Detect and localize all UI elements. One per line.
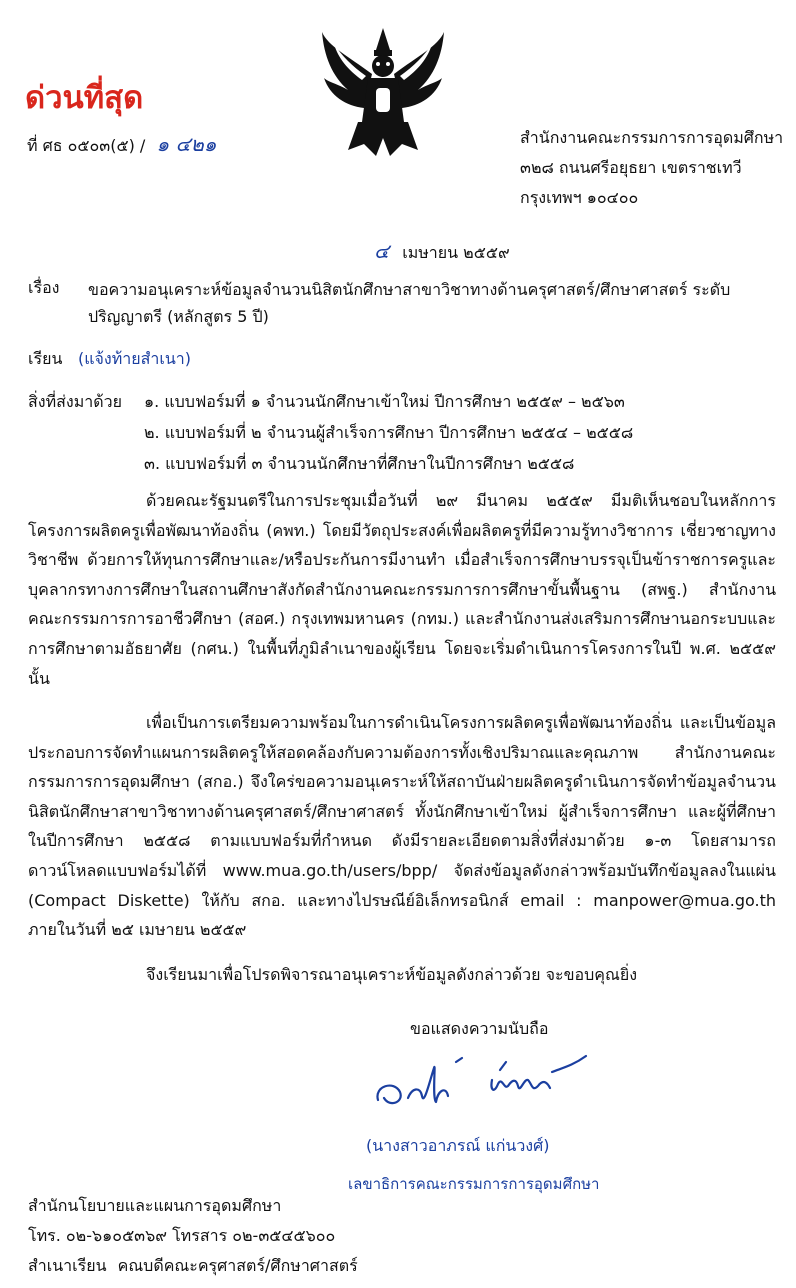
subject-label: เรื่อง bbox=[28, 278, 60, 297]
date-month-year: เมษายน ๒๕๕๙ bbox=[402, 243, 510, 262]
sender-address-line-3: กรุงเทพฯ ๑๐๔๐๐ bbox=[520, 188, 639, 207]
enclosures-label: สิ่งที่ส่งมาด้วย bbox=[28, 392, 122, 411]
urgency-label: ด่วนที่สุด bbox=[25, 80, 144, 116]
footer-cc bbox=[28, 1254, 358, 1279]
handwritten-signature bbox=[372, 1050, 592, 1130]
date-day-handwritten: ๔ bbox=[374, 239, 390, 263]
signature-closing: ขอแสดงความนับถือ bbox=[410, 1019, 549, 1038]
footer-office: สำนักนโยบายและแผนการอุดมศึกษา bbox=[28, 1196, 282, 1215]
cc-value: คณบดีคณะครุศาสตร์/ศึกษาศาสตร์ bbox=[117, 1256, 358, 1275]
cc-label: สำเนาเรียน bbox=[28, 1256, 107, 1275]
body-paragraph-3-text: จึงเรียนมาเพื่อโปรดพิจารณาอนุเคราะห์ข้อมูลดังกล่าวด้วย จะขอบคุณยิ่ง bbox=[146, 965, 638, 984]
letter-date bbox=[374, 235, 510, 267]
body-paragraph-1-text: ด้วยคณะรัฐมนตรีในการประชุมเมื่อวันที่ ๒๙ มีนาคม ๒๕๕๙ มีมติเห็นชอบในหลักการโครงการผลิตครูเพื่อพัฒนาท้องถิ่น (คพท.) โดยมีวัตถุประสงค์เพื่อผลิตครูที่มีความรู้ทางวิชาการ เชี่ยวชาญทางวิชาชีพ ด้วยการให้ทุนการศึกษาและ/หรือประกันการมีงานทำ เมื่อสำเร็จการศึกษาบรรจุเป็นข้าราชการครูและบุคลากรทางการศึกษาในสถานศึกษาสังกัดสำนักงานคณะกรรมการการศึกษาขั้นพื้นฐาน (สพฐ.) สำนักงานคณะกรรมการการอาชีวศึกษา (สอศ.) กรุงเทพมหานคร (กทม.) และสำนักงานส่งเสริมการศึกษานอกระบบและการศึกษาตามอัธยาศัย (กศน.) ในพื้นที่ภูมิลำเนาของผู้เรียน โดยจะเริ่มดำเนินการโครงการในปี พ.ศ. ๒๕๕๙ นั้น bbox=[28, 491, 776, 688]
body-paragraph-2 bbox=[28, 708, 776, 945]
signatory-position: เลขาธิการคณะกรรมการการอุดมศึกษา bbox=[348, 1175, 600, 1193]
subject-text: ขอความอนุเคราะห์ข้อมูลจำนวนนิสิตนักศึกษาสาขาวิชาทางด้านครุศาสตร์/ศึกษาศาสตร์ ระดับปริญญาตรี (หลักสูตร 5 ปี) bbox=[88, 280, 731, 326]
garuda-emblem-icon bbox=[318, 26, 448, 162]
sender-address-line-1: สำนักงานคณะกรรมการการอุดมศึกษา bbox=[520, 128, 784, 147]
sender-address-line-2: ๓๒๘ ถนนศรีอยุธยา เขตราชเทวี bbox=[520, 158, 742, 177]
recipient-label: เรียน bbox=[28, 349, 63, 368]
reference-handwritten-number: ๑ ๔๒๑ bbox=[156, 132, 217, 156]
body-paragraph-3 bbox=[28, 960, 776, 990]
enclosure-item: ๒. แบบฟอร์มที่ ๒ จำนวนผู้สำเร็จการศึกษา ปีการศึกษา ๒๕๕๔ – ๒๕๕๘ bbox=[144, 423, 634, 442]
body-paragraph-2-text: เพื่อเป็นการเตรียมความพร้อมในการดำเนินโครงการผลิตครูเพื่อพัฒนาท้องถิ่น และเป็นข้อมูลประกอบการจัดทำแผนการผลิตครูให้สอดคล้องกับความต้องการทั้งเชิงปริมาณและคุณภาพ สำนักงานคณะกรรมการการอุดมศึกษา (สกอ.) จึงใคร่ขอความอนุเคราะห์ให้สถาบันฝ่ายผลิตครูดำเนินการจัดทำข้อมูลจำนวนนิสิตนักศึกษาสาขาวิชาทางด้านครุศาสตร์/ศึกษาศาสตร์ ทั้งนักศึกษาเข้าใหม่ ผู้สำเร็จการศึกษา และผู้ที่ศึกษาในปีการศึกษา ๒๕๕๘ ตามแบบฟอร์มที่กำหนด ดังมีรายละเอียดตามสิ่งที่ส่งมาด้วย ๑-๓ โดยสามารถดาวน์โหลดแบบฟอร์มได้ที่ www.mua.go.th/users/bpp/ จัดส่งข้อมูลดังกล่าวพร้อมบันทึกข้อมูลลงในแผ่น (Compact Diskette) ให้กับ สกอ. และทางไปรษณีย์อิเล็กทรอนิกส์ email : manpower@mua.go.th ภายในวันที่ ๒๕ เมษายน ๒๕๕๙ bbox=[28, 713, 776, 940]
reference-number bbox=[27, 128, 216, 160]
enclosure-item: ๑. แบบฟอร์มที่ ๑ จำนวนนักศึกษาเข้าใหม่ ปีการศึกษา ๒๕๕๙ – ๒๕๖๓ bbox=[144, 392, 625, 411]
footer-phone: โทร. ๐๒-๖๑๐๕๓๖๙ โทรสาร ๐๒-๓๕๔๕๖๐๐ bbox=[28, 1226, 336, 1245]
signatory-name: (นางสาวอาภรณ์ แก่นวงศ์) bbox=[366, 1136, 550, 1155]
recipient-value: (แจ้งท้ายสำเนา) bbox=[78, 349, 192, 368]
reference-prefix: ที่ ศธ ๐๕๐๓(๕) / bbox=[27, 136, 146, 155]
body-paragraph-1 bbox=[28, 486, 776, 693]
enclosure-item: ๓. แบบฟอร์มที่ ๓ จำนวนนักศึกษาที่ศึกษาในปีการศึกษา ๒๕๕๘ bbox=[144, 454, 575, 473]
